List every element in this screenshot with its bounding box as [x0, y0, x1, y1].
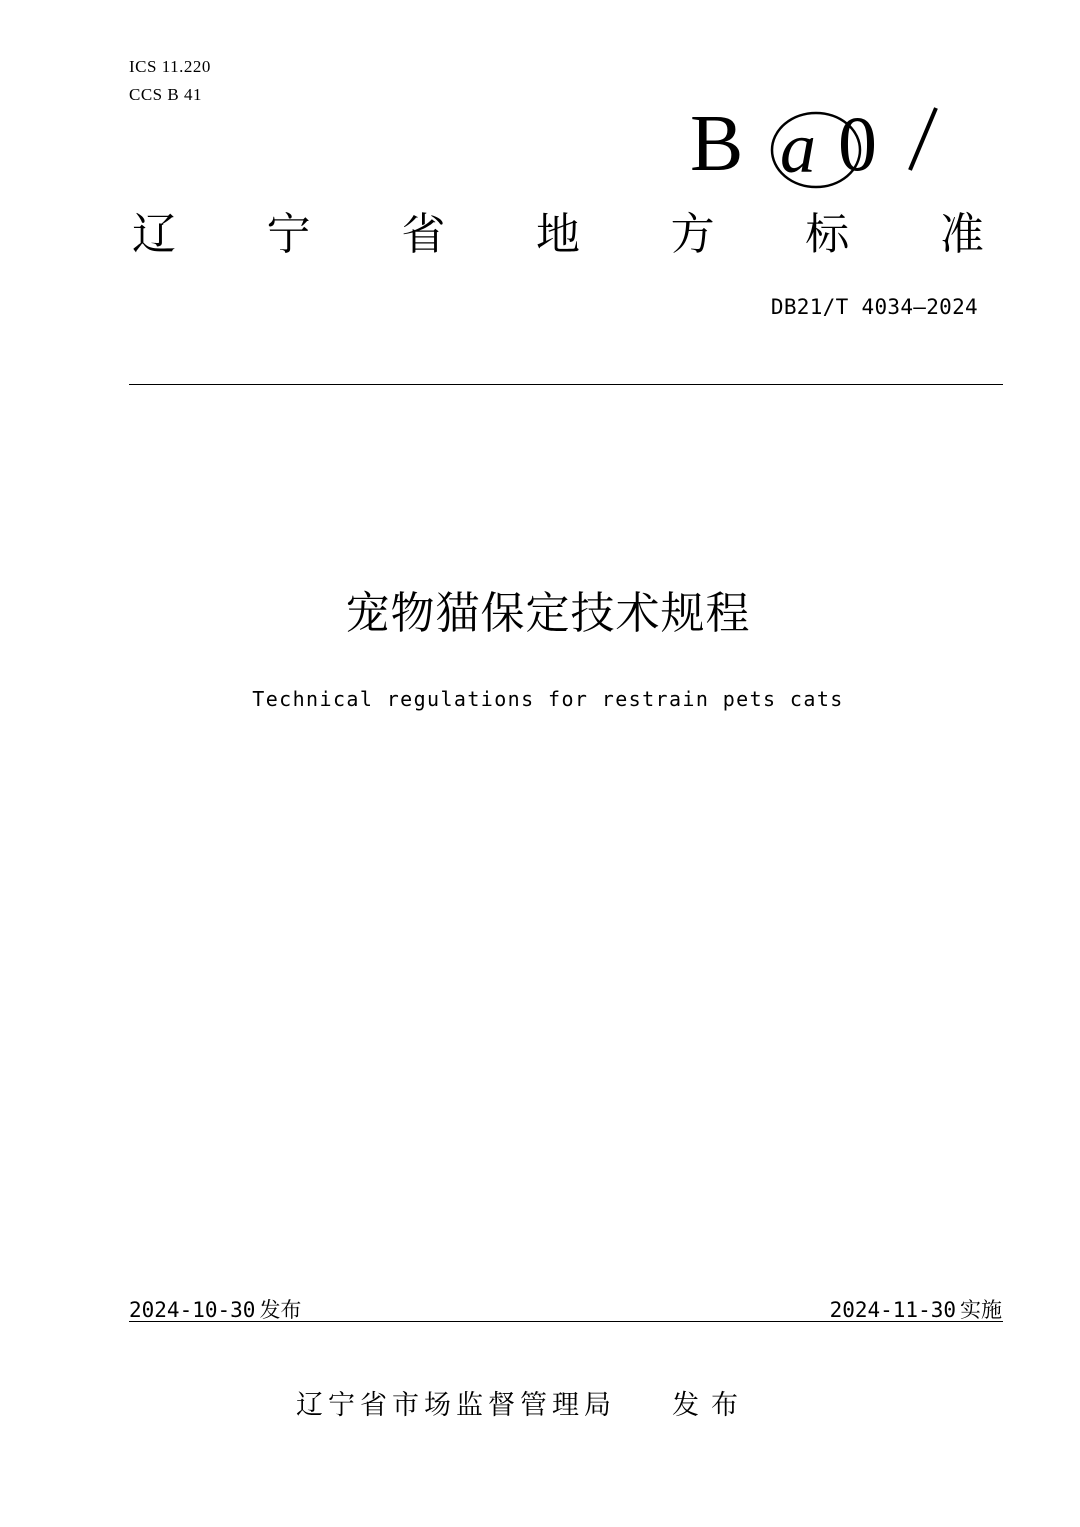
svg-text:a: a: [780, 108, 816, 188]
document-title-english: Technical regulations for restrain pets cats: [252, 687, 844, 711]
standard-type-char: 地: [535, 209, 580, 260]
issue-date: 2024-10-30: [129, 1298, 256, 1322]
standard-type-char: 准: [939, 209, 984, 260]
ccs-code: CCS B 41: [129, 85, 202, 104]
implementation-date-line: [830, 1296, 1002, 1324]
standard-type-heading: [128, 205, 988, 265]
dates-divider: [129, 1321, 1003, 1322]
issue-date-line: [129, 1296, 301, 1324]
svg-text:B: B: [690, 100, 744, 188]
implementation-date: 2024-11-30: [829, 1298, 956, 1322]
db-standard-logo-icon: [688, 100, 948, 196]
standard-type-char: 辽: [132, 209, 176, 260]
issuer-block: [296, 1388, 750, 1424]
standard-type-char: 宁: [266, 209, 311, 260]
standard-type-char: 方: [670, 209, 715, 260]
standard-type-char: 标: [805, 209, 850, 260]
standard-type-char: 省: [401, 209, 446, 260]
issuer-name: 辽宁省市场监督管理局: [296, 1390, 616, 1421]
ics-code: ICS 11.220: [129, 57, 211, 76]
standard-number: DB21/T 4034—2024: [770, 295, 978, 319]
document-title-chinese: 宠物猫保定技术规程: [345, 588, 751, 639]
logo-svg: [688, 100, 948, 196]
header-divider: [129, 384, 1003, 385]
issued-label: 发布: [672, 1390, 750, 1421]
svg-text:0: 0: [838, 100, 877, 187]
issue-label: 发布: [259, 1298, 302, 1322]
implementation-label: 实施: [960, 1298, 1002, 1322]
